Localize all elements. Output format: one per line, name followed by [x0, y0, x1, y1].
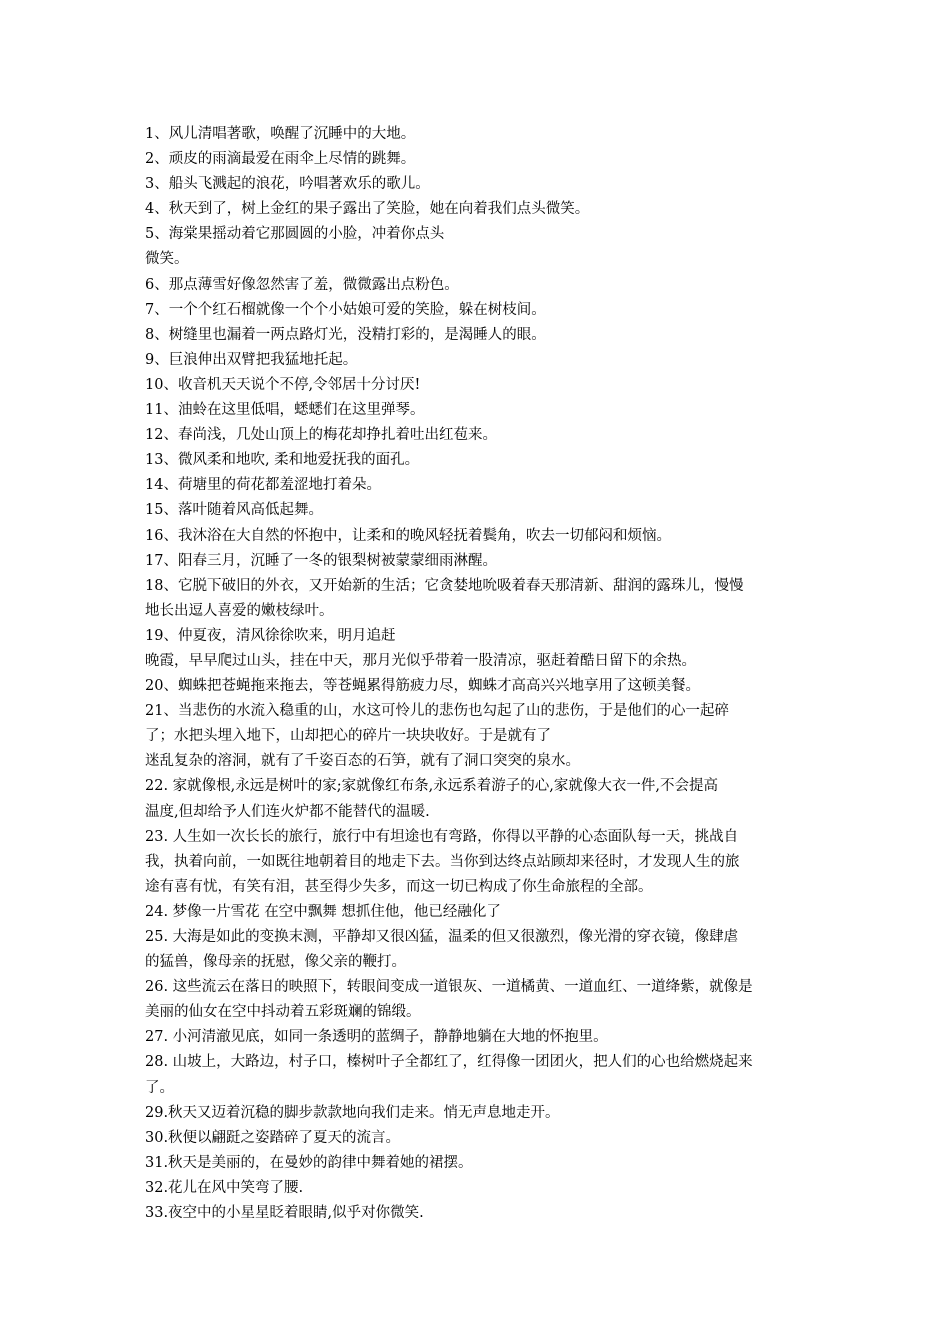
text-line: 12、春尚浅，几处山顶上的梅花却挣扎着吐出红苞来。 [145, 427, 497, 444]
text-line: 6、那点薄雪好像忽然害了羞，微微露出点粉色。 [145, 276, 459, 293]
text-line: 26. 这些流云在落日的映照下，转眼间变成一道银灰、一道橘黄、一道血红、一道绛紫，就像是 [145, 979, 753, 996]
text-line: 23. 人生如一次长长的旅行，旅行中有坦途也有弯路，你得以平静的心态面队每一天，挑战自 [145, 828, 739, 845]
text-line: 5、海棠果摇动着它那圆圆的小脸，冲着你点头 [145, 226, 445, 243]
text-line: 13、微风柔和地吹, 柔和地爱抚我的面孔。 [145, 452, 420, 469]
text-line: 微笑。 [145, 251, 189, 268]
text-line: 29.秋天又迈着沉稳的脚步款款地向我们走来。悄无声息地走开。 [145, 1104, 560, 1121]
text-line: 28. 山坡上，大路边，村子口，榛树叶子全都红了，红得像一团团火，把人们的心也给燃烧起来 [145, 1054, 753, 1071]
text-line: 21、当悲伤的水流入稳重的山，水这可怜儿的悲伤也勾起了山的悲伤，于是他们的心一起碎 [145, 703, 729, 720]
text-line: 8、树缝里也漏着一两点路灯光，没精打彩的，是渴睡人的眼。 [145, 326, 546, 343]
text-line: 17、阳春三月，沉睡了一冬的银梨树被蒙蒙细雨淋醒。 [145, 552, 497, 569]
text-line: 迷乱复杂的溶洞，就有了千姿百态的石笋，就有了洞口突突的泉水。 [145, 753, 580, 770]
text-line: 32.花儿在风中笑弯了腰. [145, 1179, 304, 1196]
text-line: 27. 小河清澈见底，如同一条透明的蓝绸子，静静地躺在大地的怀抱里。 [145, 1029, 608, 1046]
text-line: 的猛兽，像母亲的抚慰，像父亲的鞭打。 [145, 954, 406, 971]
document-body [145, 122, 811, 1226]
text-line: 了；水把头埋入地下，山却把心的碎片一块块收好。于是就有了 [145, 728, 551, 745]
text-line: 31.秋天是美丽的，在曼妙的韵律中舞着她的裙摆。 [145, 1154, 473, 1171]
text-line: 16、我沐浴在大自然的怀抱中，让柔和的晚风轻抚着鬓角，吹去一切郁闷和烦恼。 [145, 527, 671, 544]
text-line: 4、秋天到了，树上金红的果子露出了笑脸，她在向着我们点头微笑。 [145, 201, 590, 218]
text-line: 地长出逗人喜爱的嫩枝绿叶。 [145, 602, 334, 619]
text-line: 了。 [145, 1079, 174, 1096]
text-line: 温度,但却给予人们连火炉都不能替代的温暖. [145, 803, 430, 820]
text-line: 晚霞，早早爬过山头，挂在中天，那月光似乎带着一股清凉，驱赶着酷日留下的余热。 [145, 652, 696, 669]
text-line: 24. 梦像一片雪花 在空中飘舞 想抓住他，他已经融化了 [145, 903, 501, 920]
text-line: 14、荷塘里的荷花都羞涩地打着朵。 [145, 477, 381, 494]
text-line: 15、落叶随着风高低起舞。 [145, 502, 323, 519]
text-line: 11、油蛉在这里低唱，蟋蟋们在这里弹琴。 [145, 402, 425, 419]
text-line: 2、顽皮的雨滴最爱在雨伞上尽情的跳舞。 [145, 151, 416, 168]
text-line: 18、它脱下破旧的外衣，又开始新的生活；它贪婪地吮吸着春天那清新、甜润的露珠儿，慢慢 [145, 577, 744, 594]
text-line: 30.秋便以翩跹之姿踏碎了夏天的流言。 [145, 1129, 401, 1146]
text-line: 25. 大海是如此的变换末测，平静却又很凶猛，温柔的但又很激烈，像光滑的穿衣镜，像肆虐 [145, 929, 739, 945]
text-line: 美丽的仙女在空中抖动着五彩斑斓的锦缎。 [145, 1004, 421, 1021]
text-line: 途有喜有忧，有笑有泪，甚至得少失多，而这一切已构成了你生命旅程的全部。 [145, 878, 653, 895]
text-line: 7、一个个红石榴就像一个个小姑娘可爱的笑脸，躲在树枝间。 [145, 301, 546, 318]
text-line: 10、收音机天天说个不停,令邻居十分讨厌! [145, 376, 421, 393]
text-line: 19、仲夏夜，清风徐徐吹来，明月追赶 [145, 627, 396, 644]
text-line: 33.夜空中的小星星眨着眼睛,似乎对你微笑. [145, 1205, 424, 1222]
text-line: 1、风儿清唱著歌，唤醒了沉睡中的大地。 [145, 126, 416, 142]
text-line: 9、巨浪伸出双臂把我猛地托起。 [145, 351, 358, 368]
text-line: 我，执着向前，一如既往地朝着目的地走下去。当你到达终点站顾却来径时，才发现人生的旅 [145, 853, 740, 870]
text-line: 20、蜘蛛把苍蝇拖来拖去，等苍蝇累得筋疲力尽，蜘蛛才高高兴兴地享用了这顿美餐。 [145, 678, 700, 695]
text-line: 22. 家就像根,永远是树叶的家;家就像红布条,永远系着游子的心,家就像大衣一件,不会提高 [145, 778, 718, 795]
text-line: 3、船头飞溅起的浪花，吟唱著欢乐的歌儿。 [145, 176, 430, 193]
